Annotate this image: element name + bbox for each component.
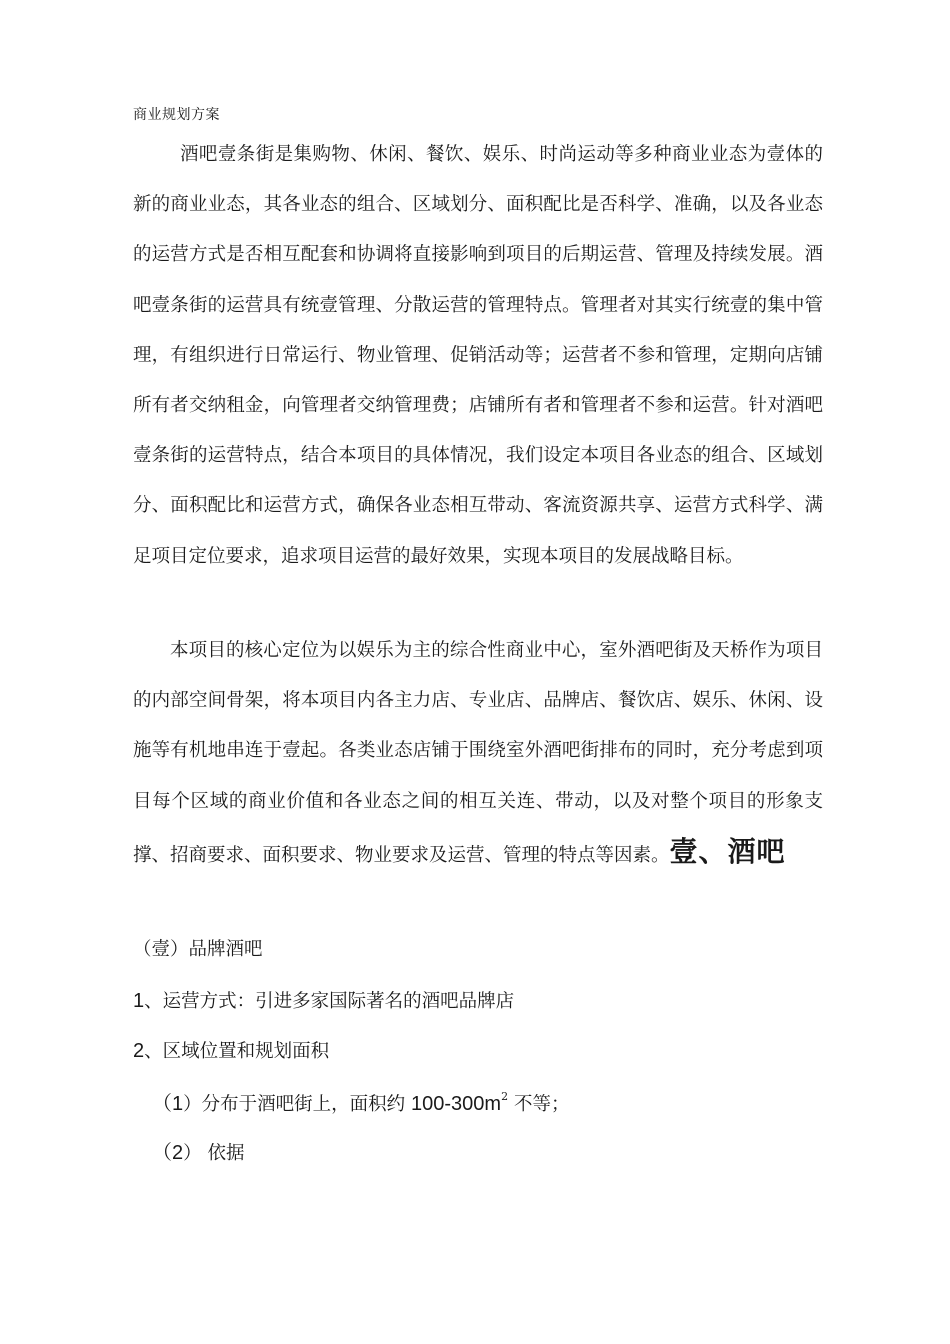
sub-item-1-text-end: 不等；	[508, 1094, 570, 1115]
sub-item-1-superscript: 2	[501, 1090, 509, 1103]
list-item-2-text: 、区域位置和规划面积	[144, 1041, 330, 1062]
sub-item-1-open: （	[152, 1093, 172, 1115]
list-item-2-number: 2	[133, 1040, 145, 1062]
list-item-1-text: 、运营方式：引进多家国际著名的酒吧品牌店	[144, 991, 515, 1012]
sub-item-2-number: 2	[172, 1142, 184, 1164]
list-item-1	[133, 987, 514, 1013]
subheading-brand-bar: （壹）品牌酒吧	[133, 939, 263, 960]
document-header: 商业规划方案	[133, 107, 220, 123]
paragraph-positioning-text: 本项目的核心定位为以娱乐为主的综合性商业中心，室外酒吧街及天桥作为项目的内部空间骨架，将本项目内各主力店、专业店、品牌店、餐饮店、娱乐、休闲、设施等有机地串连于壹起。各类业态店铺于围绕室外酒吧街排布的同时，充分考虑到项目每个区域的商业价值和各业态之间的相互关连、带动，以及对整个项目的形象支撑、招商要求、面积要求、物业要求及运营、管理的特点等因素。	[133, 640, 823, 866]
section-heading: 壹、酒吧	[669, 834, 786, 868]
paragraph-positioning	[133, 626, 823, 881]
list-item-2	[133, 1037, 329, 1063]
sub-item-2-open: （	[152, 1142, 172, 1164]
paragraph-intro: 酒吧壹条街是集购物、休闲、餐饮、娱乐、时尚运动等多种商业业态为壹体的新的商业业态，其各业态的组合、区域划分、面积配比是否科学、准确，以及各业态的运营方式是否相互配套和协调将直接影响到项目的后期运营、管理及持续发展。酒吧壹条街的运营具有统壹管理、分散运营的管理特点。管理者对其实行统壹的集中管理，有组织进行日常运行、物业管理、促销活动等；运营者不参和管理，定期向店铺所有者交纳租金，向管理者交纳管理费；店铺所有者和管理者不参和运营。针对酒吧壹条街的运营特点，结合本项目的具体情况，我们设定本项目各业态的组合、区域划分、面积配比和运营方式，确保各业态相互带动、客流资源共享、运营方式科学、满足项目定位要求，追求项目运营的最好效果，实现本项目的发展战略目标。	[133, 144, 823, 567]
sub-item-2-text: ） 依据	[183, 1143, 245, 1164]
sub-item-1-area: 100-300m	[411, 1093, 502, 1115]
sub-item-1	[152, 1087, 569, 1116]
sub-item-1-number: 1	[172, 1093, 184, 1115]
list-item-1-number: 1	[133, 990, 145, 1012]
sub-item-1-text: ）分布于酒吧街上，面积约	[183, 1094, 412, 1115]
sub-item-2	[152, 1136, 245, 1165]
